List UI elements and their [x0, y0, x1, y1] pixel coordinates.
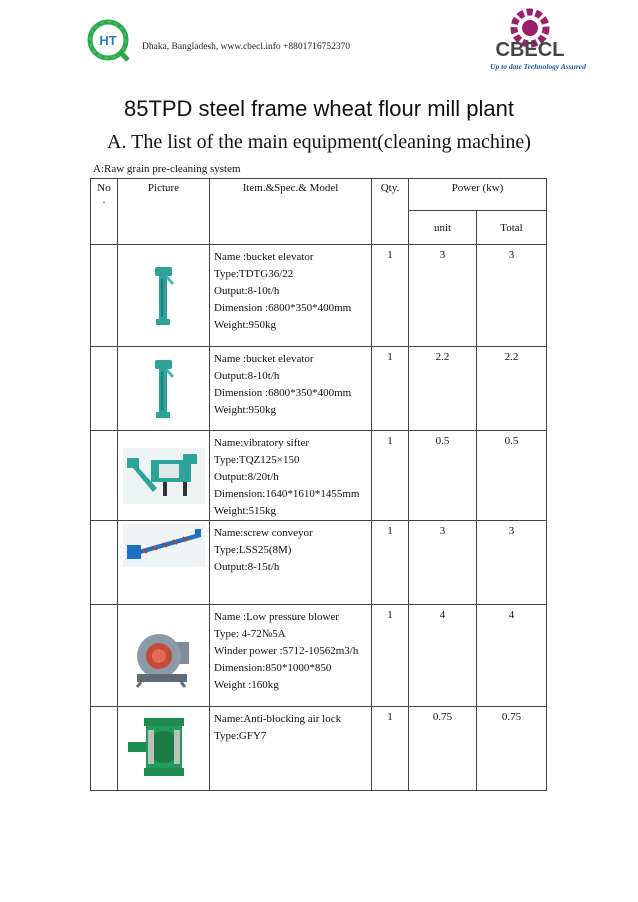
bucket-elevator-icon	[152, 358, 176, 420]
row-total-power: 3	[477, 521, 547, 605]
row-unit-power: 2.2	[409, 347, 477, 431]
row-qty: 1	[372, 605, 409, 707]
row-unit-power: 3	[409, 245, 477, 347]
row-qty: 1	[372, 521, 409, 605]
cbecl-logo-text: CBECL	[495, 39, 565, 61]
row-no	[91, 245, 118, 347]
table-row	[91, 605, 547, 707]
bucket-elevator-icon	[152, 265, 176, 327]
table-row	[91, 521, 547, 605]
table-row	[91, 707, 547, 791]
row-total-power: 3	[477, 245, 547, 347]
row-qty: 1	[372, 707, 409, 791]
row-unit-power: 4	[409, 605, 477, 707]
row-spec: Name :Low pressure blower Type: 4-72№5A Winder power :5712-10562m3/h Dimension:850*1000*850 Weight :160kg	[210, 605, 372, 707]
header-power: Power (kw)	[409, 179, 547, 211]
blower-icon	[131, 624, 197, 688]
row-unit-power: 3	[409, 521, 477, 605]
cbecl-logo	[468, 4, 598, 74]
row-spec: Name :bucket elevator Output:8-10t/h Dimension :6800*350*400mm Weight:950kg	[210, 347, 372, 431]
equipment-table	[90, 178, 547, 791]
row-no	[91, 707, 118, 791]
row-no	[91, 605, 118, 707]
row-no	[91, 347, 118, 431]
row-unit-power: 0.5	[409, 431, 477, 521]
air-lock-icon	[126, 712, 202, 786]
screw-conveyor-icon	[123, 523, 205, 567]
table-row	[91, 431, 547, 521]
ht-logo	[86, 18, 130, 62]
row-total-power: 0.5	[477, 431, 547, 521]
row-spec: Name:vibratory sifter Type:TQZ125×150 Output:8/20t/h Dimension:1640*1610*1455mm Weight:515kg	[210, 431, 372, 521]
row-no	[91, 521, 118, 605]
vibratory-sifter-icon	[123, 448, 205, 504]
row-spec: Name :bucket elevator Type:TDTG36/22 Output:8-10t/h Dimension :6800*350*400mm Weight:950kg	[210, 245, 372, 347]
header-item: Item.&Spec.& Model	[210, 179, 372, 245]
row-qty: 1	[372, 245, 409, 347]
row-total-power: 2.2	[477, 347, 547, 431]
header-picture: Picture	[118, 179, 210, 245]
table-header-row	[91, 179, 547, 211]
row-qty: 1	[372, 347, 409, 431]
table-row	[91, 245, 547, 347]
subsection-title: A:Raw grain pre-cleaning system	[93, 163, 241, 175]
header-contact: Dhaka, Bangladesh, www.cbecl.info +8801716752370	[142, 42, 351, 52]
header-no: No .	[91, 179, 118, 245]
row-total-power: 0.75	[477, 707, 547, 791]
row-no	[91, 431, 118, 521]
cbecl-tagline: Up to date Technology Assured	[490, 62, 586, 71]
table-row	[91, 347, 547, 431]
header-unit: unit	[409, 211, 477, 245]
row-total-power: 4	[477, 605, 547, 707]
ht-logo-text: HT	[99, 33, 117, 48]
header-qty: Qty.	[372, 179, 409, 245]
row-qty: 1	[372, 431, 409, 521]
row-spec: Name:Anti-blocking air lock Type:GFY7	[210, 707, 372, 791]
section-title: A. The list of the main equipment(cleaning machine)	[107, 131, 531, 153]
row-spec: Name:screw conveyor Type:LSS25(8M) Output:8-15t/h	[210, 521, 372, 605]
row-unit-power: 0.75	[409, 707, 477, 791]
header-total: Total	[477, 211, 547, 245]
document-title: 85TPD steel frame wheat flour mill plant	[123, 96, 515, 121]
